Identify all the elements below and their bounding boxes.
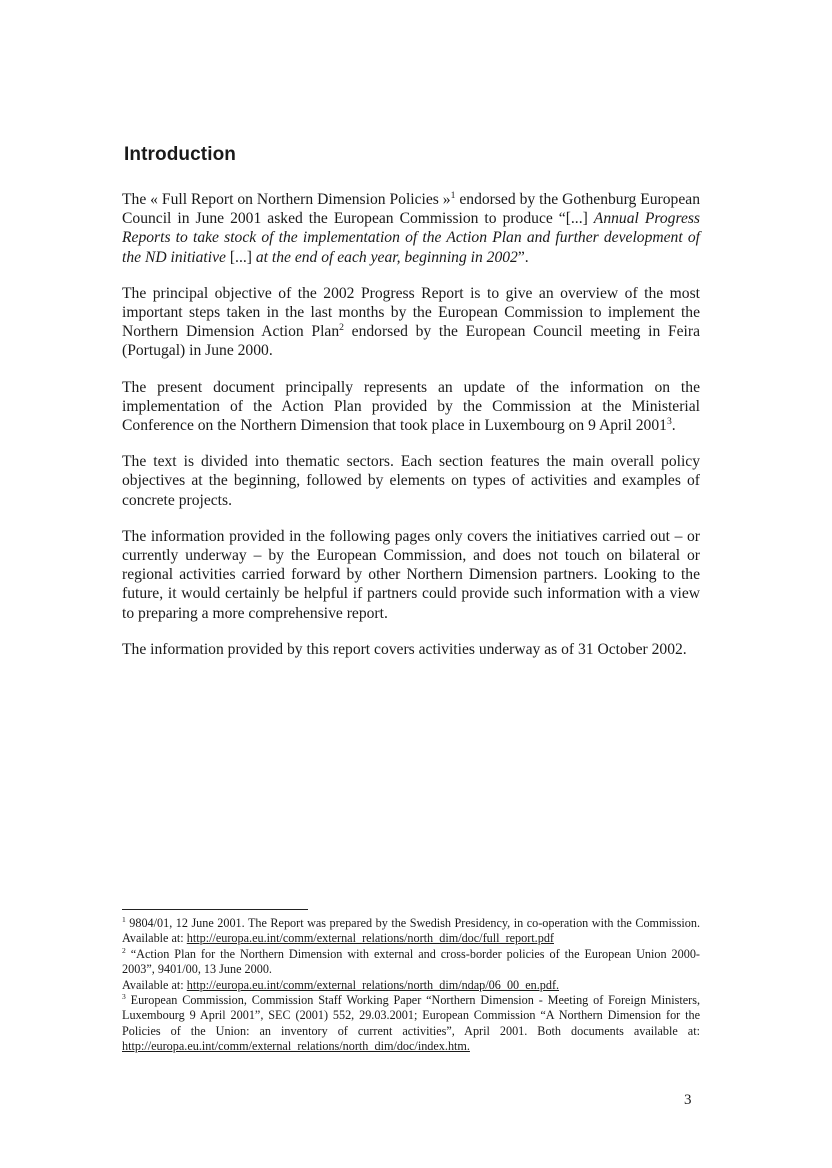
footnote-3 [122,993,700,1055]
footnote-2-link[interactable]: http://europa.eu.int/comm/external_relations/north_dim/ndap/06_00_en.pdf. [186,977,560,992]
footnote-3-number: 3 [122,991,126,1001]
footnote-1-number: 1 [122,914,126,924]
footnote-2-number: 2 [122,945,126,955]
body-text [122,190,700,676]
paragraph-1 [122,190,700,267]
paragraph-1-quote-b: at the end of each year, beginning in 2002 [255,248,518,266]
paragraph-2-text-b: endorsed by the European Council meeting in Feira (Portugal) in June 2000. [122,323,700,360]
paragraph-3 [122,378,700,436]
footnote-ref-3[interactable]: 3 [666,415,672,427]
footnote-2-available: Available at: [122,977,187,992]
paragraph-3-text-b: . [671,417,676,435]
paragraph-2 [122,284,700,361]
footnote-ref-2[interactable]: 2 [339,322,344,334]
paragraph-1-quote-a: Annual Progress Reports to take stock of the implementation of the Action Plan and further development of the ND initiative [122,210,700,266]
paragraph-5: The information provided in the following pages only covers the initiatives carried out – or currently underway – by the European Commission, and does not touch on bilateral or regional activities carried forward by other Northern Dimension partners. Looking to the future, it would certainly be helpful if partners could provide such information with a view to preparing a more comprehensive report. [122,527,700,622]
footnote-1 [122,916,700,947]
paragraph-1-text-b: endorsed by the Gothenburg European Council in June 2001 asked the European Commission to produce “[...] [122,191,700,228]
footnote-ref-1[interactable]: 1 [450,189,456,201]
paragraph-2-text-a: The principal objective of the 2002 Progress Report is to give an overview of the most important steps taken in the last months by the European Commission to implement the Northern Dimension Action Plan [122,284,700,341]
paragraph-6: The information provided by this report covers activities underway as of 31 October 2002. [122,640,687,658]
footnote-separator [122,909,308,910]
page-number: 3 [684,1092,692,1108]
section-heading: Introduction [124,144,237,165]
paragraph-3-text-a: The present document principally represents an update of the information on the implementation of the Action Plan provided by the Commission at the Ministerial Conference on the Northern Dimension that took place in Luxembourg on 9 April 2001 [122,378,700,435]
footnotes [122,916,700,1055]
paragraph-1-ellipsis: [...] [225,248,256,266]
paragraph-4: The text is divided into thematic sectors. Each section features the main overall policy objectives at the beginning, followed by elements on types of activities and examples of concrete projects. [122,453,700,509]
footnote-1-link[interactable]: http://europa.eu.int/comm/external_relations/north_dim/doc/full_report.pdf [186,931,554,946]
footnote-1-text: 9804/01, 12 June 2001. The Report was prepared by the Swedish Presidency, in co-operation with the Commission. Available at: [122,916,700,946]
footnote-3-text: European Commission, Commission Staff Working Paper “Northern Dimension - Meeting of Foreign Ministers, Luxembourg 9 April 2001”, SEC (2001) 552, 29.03.2001; European Commission “A Northern Dimension for the Policies of the Union: an inventory of current activities”, April 2001. Both documents available at: [122,993,700,1038]
paragraph-1-text-a: The « Full Report on Northern Dimension Policies » [122,191,451,208]
footnote-3-link[interactable]: http://europa.eu.int/comm/external_relations/north_dim/doc/index.htm. [122,1039,470,1054]
footnote-2-text: “Action Plan for the Northern Dimension with external and cross-border policies of the European Union 2000-2003”, 9401/00, 13 June 2000. [122,946,700,977]
footnote-2 [122,947,700,993]
paragraph-1-text-end: ”. [517,248,529,266]
